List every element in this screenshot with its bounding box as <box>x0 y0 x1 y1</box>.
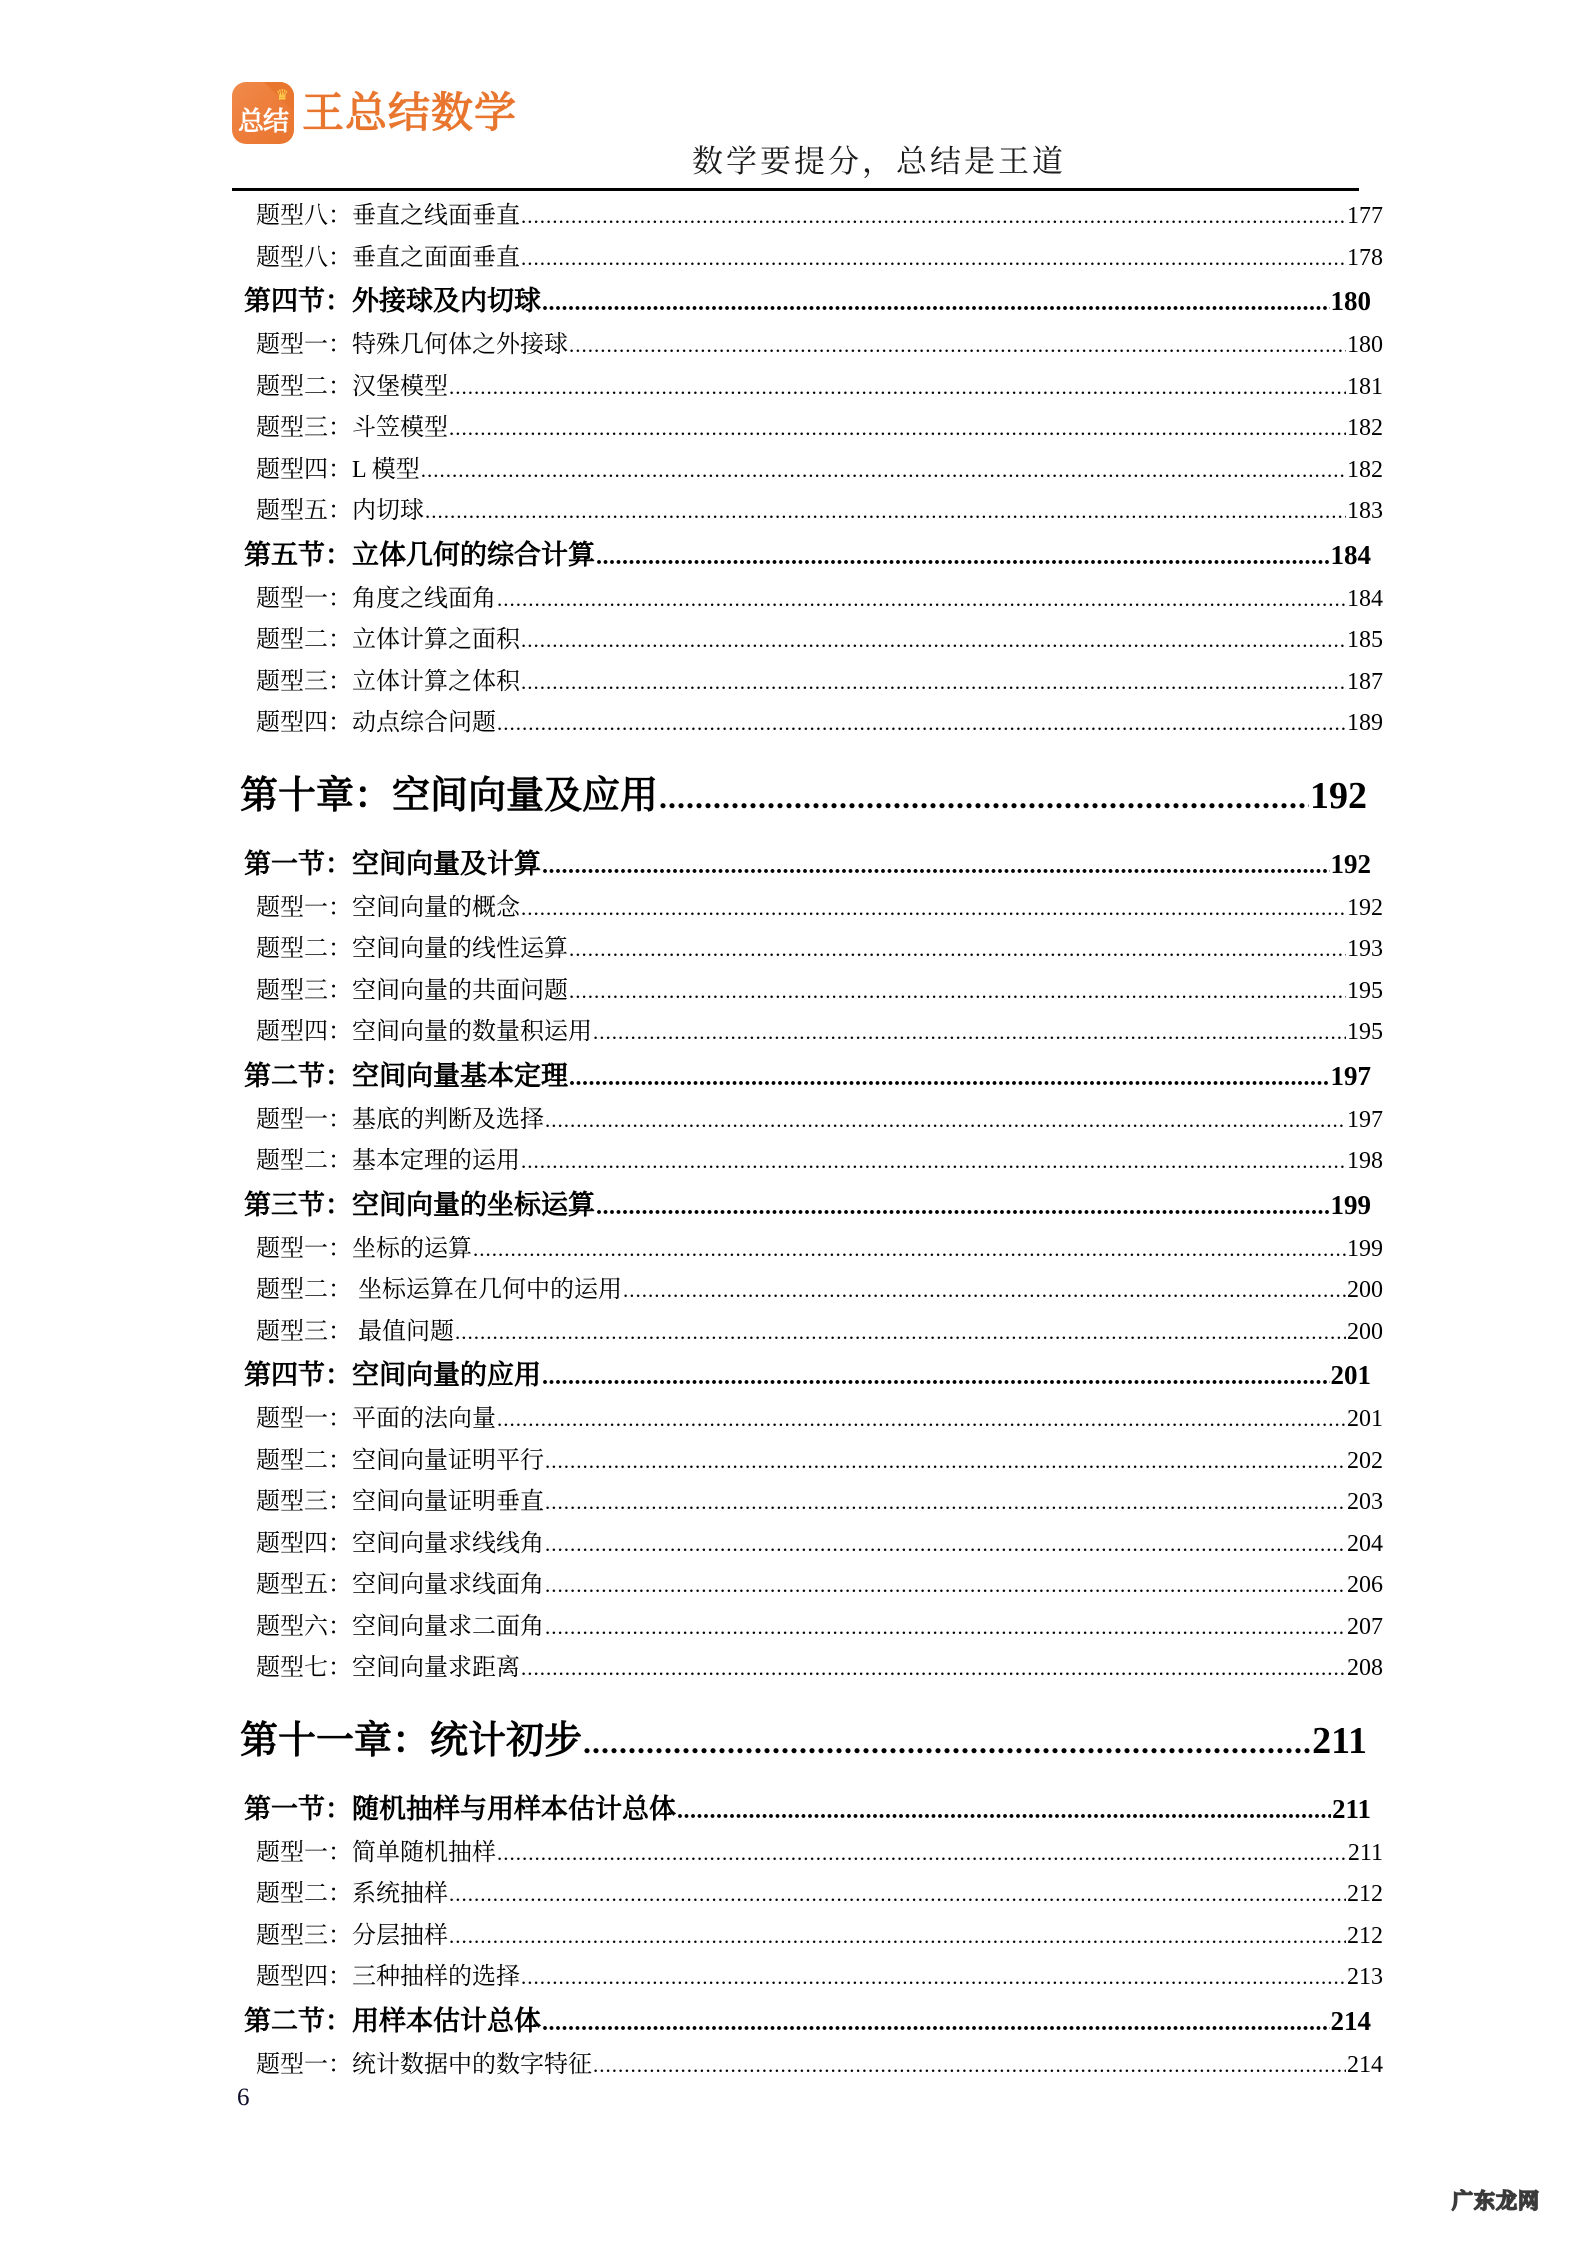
toc-entry-item[interactable] <box>232 620 1383 662</box>
toc-leader-dots <box>449 1916 1346 1958</box>
toc-entry-page: 195 <box>1347 1019 1383 1045</box>
toc-entry-item[interactable] <box>232 325 1383 367</box>
toc-leader-dots <box>596 1183 1330 1229</box>
page-header <box>0 0 1587 196</box>
toc-entry-label: 题型四：空间向量的数量积运用 <box>256 1019 592 1045</box>
toc-entry-page: 192 <box>1347 894 1383 921</box>
toc-entry-label: 第二节：用样本估计总体 <box>244 2005 541 2036</box>
toc-leader-dots <box>545 1607 1346 1649</box>
toc-entry-label: 题型三：立体计算之体积 <box>256 668 520 695</box>
toc-entry-label: 第一节：空间向量及计算 <box>244 848 541 879</box>
toc-entry-page: 214 <box>1347 2051 1383 2078</box>
toc-leader-dots <box>569 929 1346 971</box>
toc-leader-dots <box>497 703 1346 745</box>
toc-leader-dots <box>455 1312 1346 1354</box>
toc-entry-item[interactable] <box>232 1833 1383 1875</box>
toc-leader-dots <box>542 1999 1330 2045</box>
toc-entry-page: 192 <box>1330 848 1371 879</box>
toc-entry-label: 题型一：特殊几何体之外接球 <box>256 332 568 358</box>
header-divider <box>232 188 1359 191</box>
toc-entry-page: 180 <box>1330 286 1371 316</box>
toc-entry-label: 题型一：简单随机抽样 <box>256 1839 496 1866</box>
toc-leader-dots <box>521 888 1346 930</box>
toc-leader-dots <box>542 842 1330 888</box>
toc-entry-item[interactable] <box>232 1648 1383 1690</box>
toc-entry-item[interactable] <box>232 1399 1383 1441</box>
toc-entry-page: 178 <box>1347 244 1383 271</box>
toc-leader-dots <box>569 1054 1330 1100</box>
toc-leader-dots <box>521 620 1346 662</box>
toc-entry-item[interactable] <box>232 1482 1383 1524</box>
toc-entry-page: 212 <box>1347 1881 1383 1907</box>
toc-leader-dots <box>521 1648 1346 1690</box>
toc-entry-label: 题型一：坐标的运算 <box>256 1235 472 1262</box>
toc-leader-dots <box>545 1482 1346 1524</box>
toc-entry-label: 题型一：基底的判断及选择 <box>256 1106 544 1133</box>
watermark: 广东龙网 <box>1452 2189 1540 2213</box>
toc-leader-dots <box>421 450 1346 492</box>
brand-tagline: 数学要提分，总结是王道 <box>692 144 1066 179</box>
toc-leader-dots <box>545 1524 1346 1566</box>
toc-entry-label: 题型一：统计数据中的数字特征 <box>256 2051 592 2078</box>
toc-leader-dots <box>521 662 1346 704</box>
toc-entry-label: 题型二：空间向量证明平行 <box>256 1447 544 1474</box>
toc-entry-page: 189 <box>1347 710 1383 736</box>
toc-entry-page: 183 <box>1347 498 1383 524</box>
toc-leader-dots <box>545 1441 1346 1483</box>
toc-entry-label: 题型三：空间向量的共面问题 <box>256 977 568 1004</box>
toc-leader-dots <box>623 1270 1346 1312</box>
toc-entry-page: 201 <box>1347 1406 1383 1432</box>
toc-entry-page: 211 <box>1312 1719 1367 1762</box>
toc-entry-item[interactable] <box>232 1229 1383 1271</box>
toc-leader-dots <box>449 1874 1346 1916</box>
toc-entry-label: 题型一：平面的法向量 <box>256 1406 496 1432</box>
toc-leader-dots <box>542 279 1330 325</box>
toc-entry-page: 211 <box>1347 1839 1383 1866</box>
toc-entry-section[interactable] <box>232 1054 1371 1100</box>
toc-leader-dots <box>593 2045 1346 2087</box>
toc-entry-page: 200 <box>1347 1277 1383 1303</box>
toc-entry-page: 185 <box>1347 627 1383 653</box>
toc-entry-item[interactable] <box>232 703 1383 745</box>
toc-leader-dots <box>425 491 1346 533</box>
toc-entry-page: 193 <box>1347 936 1383 962</box>
toc-entry-label: 题型八：垂直之线面垂直 <box>256 203 520 229</box>
toc-entry-label: 题型二： 坐标运算在几何中的运用 <box>256 1277 622 1303</box>
toc-entry-page: 208 <box>1347 1655 1383 1681</box>
toc-leader-dots <box>569 971 1346 1013</box>
toc-entry-section[interactable] <box>232 533 1371 579</box>
toc-entry-page: 184 <box>1347 585 1383 612</box>
toc-entry-page: 201 <box>1330 1360 1371 1390</box>
toc-entry-chapter[interactable] <box>232 769 1367 824</box>
toc-leader-dots <box>497 579 1346 621</box>
toc-entry-label: 题型四：动点综合问题 <box>256 710 496 736</box>
toc-entry-label: 题型六：空间向量求二面角 <box>256 1613 544 1640</box>
page-number: 6 <box>237 2084 250 2111</box>
toc-entry-label: 题型四：三种抽样的选择 <box>256 1964 520 1990</box>
toc-entry-page: 197 <box>1347 1106 1383 1133</box>
toc-entry-item[interactable] <box>232 1441 1383 1483</box>
toc-entry-label: 题型五：空间向量求线面角 <box>256 1572 544 1598</box>
toc-entry-item[interactable] <box>232 1270 1383 1312</box>
toc-entry-label: 题型二：空间向量的线性运算 <box>256 936 568 962</box>
toc-entry-section[interactable] <box>232 1353 1371 1399</box>
toc-entry-item[interactable] <box>232 971 1383 1013</box>
toc-entry-item[interactable] <box>232 1874 1383 1916</box>
toc-entry-item[interactable] <box>232 1100 1383 1142</box>
toc-entry-item[interactable] <box>232 491 1383 533</box>
toc-entry-item[interactable] <box>232 1565 1383 1607</box>
toc-entry-item[interactable] <box>232 1957 1383 1999</box>
toc-entry-section[interactable] <box>232 842 1371 888</box>
toc-entry-label: 题型二：汉堡模型 <box>256 373 448 400</box>
toc-leader-dots <box>545 1565 1346 1607</box>
toc-entry-page: 202 <box>1347 1447 1383 1474</box>
toc-entry-label: 第五节：立体几何的综合计算 <box>244 539 595 570</box>
toc-entry-label: 题型三：斗笠模型 <box>256 415 448 441</box>
toc-leader-dots <box>542 1353 1330 1399</box>
toc-leader-dots <box>473 1229 1346 1271</box>
toc-leader-dots <box>497 1399 1346 1441</box>
toc-entry-label: 第四节：外接球及内切球 <box>244 286 541 316</box>
toc-entry-section[interactable] <box>232 1183 1371 1229</box>
toc-leader-dots <box>449 408 1346 450</box>
toc-entry-page: 187 <box>1347 668 1383 695</box>
toc-entry-section[interactable] <box>232 279 1371 325</box>
toc-entry-page: 203 <box>1347 1489 1383 1515</box>
toc-leader-dots <box>497 1833 1347 1875</box>
toc-entry-page: 212 <box>1347 1922 1383 1949</box>
toc-entry-page: 182 <box>1347 456 1383 483</box>
toc-entry-item[interactable] <box>232 1141 1383 1183</box>
toc-entry-label: 题型二：基本定理的运用 <box>256 1148 520 1174</box>
toc-entry-label: 第一节：随机抽样与用样本估计总体 <box>244 1793 676 1824</box>
toc-entry-item[interactable] <box>232 238 1383 280</box>
toc-leader-dots <box>521 1957 1346 1999</box>
toc-leader-dots <box>583 1714 1311 1769</box>
toc-entry-item[interactable] <box>232 1312 1383 1354</box>
toc-leader-dots <box>521 196 1346 238</box>
toc-entry-item[interactable] <box>232 367 1383 409</box>
toc-entry-chapter[interactable] <box>232 1714 1367 1769</box>
toc-entry-label: 第十章：空间向量及应用 <box>240 774 659 817</box>
brand-logo <box>232 82 517 144</box>
toc-entry-label: 第四节：空间向量的应用 <box>244 1360 541 1390</box>
table-of-contents <box>232 196 1383 2086</box>
toc-entry-label: 题型二：系统抽样 <box>256 1881 448 1907</box>
toc-entry-label: 题型一：角度之线面角 <box>256 585 496 612</box>
toc-entry-item[interactable] <box>232 1607 1383 1649</box>
brand-name: 王总结数学 <box>302 88 518 137</box>
toc-entry-page: 199 <box>1347 1235 1383 1262</box>
toc-entry-page: 195 <box>1347 977 1383 1004</box>
toc-entry-page: 206 <box>1347 1572 1383 1598</box>
toc-leader-dots <box>677 1787 1331 1833</box>
toc-entry-label: 题型八：垂直之面面垂直 <box>256 244 520 271</box>
toc-entry-page: 177 <box>1347 203 1383 229</box>
toc-entry-label: 题型三：空间向量证明垂直 <box>256 1489 544 1515</box>
toc-entry-section[interactable] <box>232 1999 1371 2045</box>
toc-entry-item[interactable] <box>232 450 1383 492</box>
toc-entry-page: 182 <box>1347 415 1383 441</box>
toc-entry-page: 197 <box>1330 1060 1371 1091</box>
toc-entry-section[interactable] <box>232 1787 1371 1833</box>
logo-badge-label: 总结 <box>237 107 288 137</box>
toc-entry-label: 题型四：空间向量求线线角 <box>256 1530 544 1557</box>
toc-leader-dots <box>521 238 1346 280</box>
toc-leader-dots <box>593 1012 1346 1054</box>
toc-entry-item[interactable] <box>232 1524 1383 1566</box>
toc-entry-item[interactable] <box>232 196 1383 238</box>
toc-entry-item[interactable] <box>232 408 1383 450</box>
toc-entry-label: 题型四：L 模型 <box>256 456 420 483</box>
toc-leader-dots <box>569 325 1346 367</box>
toc-entry-label: 第二节：空间向量基本定理 <box>244 1060 568 1091</box>
toc-entry-item[interactable] <box>232 579 1383 621</box>
crown-icon: ♛ <box>275 88 289 104</box>
toc-leader-dots <box>596 533 1330 579</box>
toc-entry-label: 题型三： 最值问题 <box>256 1318 454 1345</box>
toc-entry-label: 题型三：分层抽样 <box>256 1922 448 1949</box>
toc-entry-item[interactable] <box>232 1916 1383 1958</box>
toc-entry-page: 184 <box>1330 539 1371 570</box>
toc-entry-page: 199 <box>1330 1189 1371 1220</box>
toc-entry-page: 211 <box>1331 1793 1371 1824</box>
toc-entry-page: 214 <box>1330 2005 1371 2036</box>
toc-entry-page: 204 <box>1347 1530 1383 1557</box>
toc-entry-label: 第三节：空间向量的坐标运算 <box>244 1189 595 1220</box>
toc-entry-page: 181 <box>1347 373 1383 400</box>
toc-entry-label: 第十一章：统计初步 <box>240 1719 583 1762</box>
toc-leader-dots <box>449 367 1346 409</box>
toc-leader-dots <box>659 769 1309 824</box>
toc-entry-label: 题型五：内切球 <box>256 498 424 524</box>
toc-entry-label: 题型七：空间向量求距离 <box>256 1655 520 1681</box>
toc-entry-label: 题型二：立体计算之面积 <box>256 627 520 653</box>
toc-entry-item[interactable] <box>232 1012 1383 1054</box>
logo-badge-icon <box>232 82 294 144</box>
toc-entry-page: 198 <box>1347 1148 1383 1174</box>
toc-leader-dots <box>545 1100 1346 1142</box>
toc-entry-page: 213 <box>1347 1964 1383 1990</box>
toc-entry-item[interactable] <box>232 888 1383 930</box>
toc-leader-dots <box>521 1141 1346 1183</box>
toc-entry-item[interactable] <box>232 2045 1383 2087</box>
toc-entry-page: 180 <box>1347 332 1383 358</box>
toc-entry-page: 192 <box>1310 774 1367 817</box>
toc-entry-item[interactable] <box>232 929 1383 971</box>
toc-entry-label: 题型一：空间向量的概念 <box>256 894 520 921</box>
toc-entry-page: 200 <box>1347 1318 1383 1345</box>
toc-entry-item[interactable] <box>232 662 1383 704</box>
toc-entry-page: 207 <box>1347 1613 1383 1640</box>
